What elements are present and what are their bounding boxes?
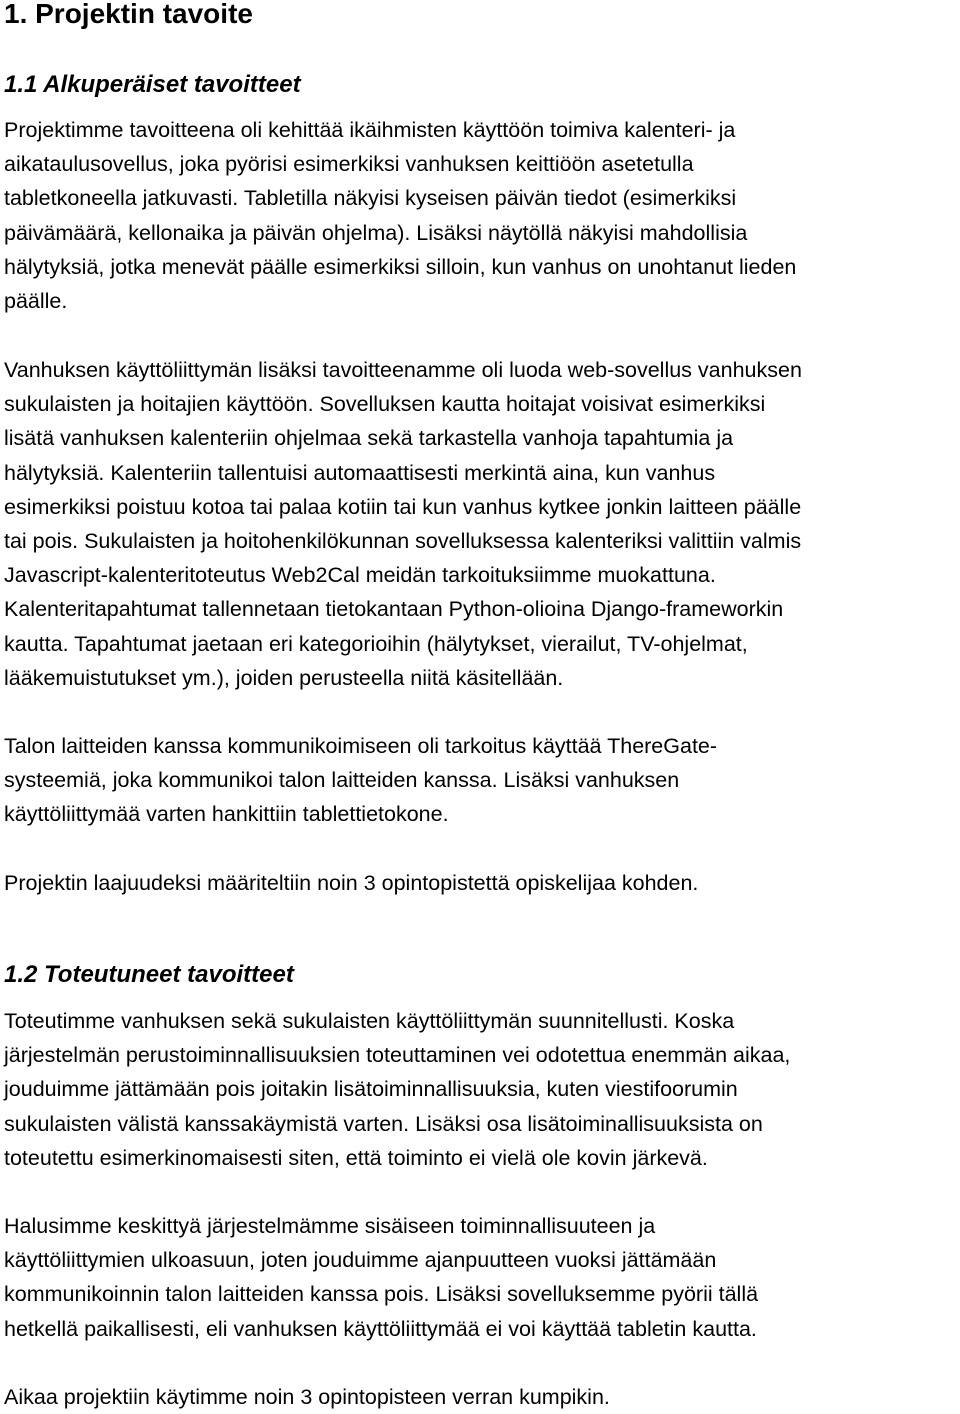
text-line: lisätä vanhuksen kalenteriin ohjelmaa sekä tarkastella vanhoja tapahtumia ja xyxy=(4,426,734,451)
text-line: kommunikoinnin talon laitteiden kanssa pois. Lisäksi sovelluksemme pyörii tällä xyxy=(4,1282,759,1307)
paragraph xyxy=(4,113,956,318)
text-line: hetkellä paikallisesti, eli vanhuksen käyttöliittymää ei voi käyttää tabletin kautta. xyxy=(4,1316,757,1341)
paragraph xyxy=(4,1209,956,1346)
paragraph xyxy=(4,1380,956,1414)
text-line: päälle. xyxy=(4,288,68,313)
text-line: tabletkoneella jatkuvasti. Tabletilla näkyisi kyseisen päivän tiedot (esimerkiksi xyxy=(4,186,737,211)
paragraph xyxy=(4,353,956,695)
text-line: Projektin laajuudeksi määriteltiin noin 3 opintopistettä opiskelijaa kohden. xyxy=(4,871,699,895)
text-line: systeemiä, joka kommunikoi talon laitteiden kanssa. Lisäksi vanhuksen xyxy=(4,768,680,793)
text-line: aikataulusovellus, joka pyörisi esimerkiksi vanhuksen keittiöön asetetulla xyxy=(4,152,694,177)
paragraph xyxy=(4,1004,956,1175)
text-line: sukulaisten välistä kanssakäymistä varten. Lisäksi osa lisätoiminallisuuksista on xyxy=(4,1111,763,1136)
text-line: hälytyksiä, jotka menevät päälle esimerkiksi silloin, kun vanhus on unohtanut lieden xyxy=(4,254,797,279)
section-heading-original-goals: 1.1 Alkuperäiset tavoitteet xyxy=(4,71,301,98)
text-line: Talon laitteiden kanssa kommunikoimiseen oli tarkoitus käyttää ThereGate- xyxy=(4,734,718,758)
text-line: Projektimme tavoitteena oli kehittää ikäihmisten käyttöön toimiva kalenteri- ja xyxy=(4,118,736,142)
text-line: sukulaisten ja hoitajien käyttöön. Sovelluksen kautta hoitajat voisivat esimerkiksi xyxy=(4,392,766,417)
text-line: toteutettu esimerkinomaisesti siten, että toiminto ei vielä ole kovin järkevä. xyxy=(4,1145,708,1170)
paragraph xyxy=(4,866,956,900)
paragraph xyxy=(4,729,956,832)
text-line: Kalenteritapahtumat tallennetaan tietokantaan Python-olioina Django-frameworkin xyxy=(4,597,784,622)
text-line: käyttöliittymien ulkoasuun, joten jouduimme ajanpuutteen vuoksi jättämään xyxy=(4,1248,717,1273)
section-heading-achieved-goals: 1.2 Toteutuneet tavoitteet xyxy=(4,961,294,988)
text-line: päivämäärä, kellonaika ja päivän ohjelma). Lisäksi näytöllä näkyisi mahdollisia xyxy=(4,220,748,245)
text-line: käyttöliittymää varten hankittiin tablettietokone. xyxy=(4,802,449,827)
text-line: esimerkiksi poistuu kotoa tai palaa kotiin tai kun vanhus kytkee jonkin laitteen päälle xyxy=(4,494,802,519)
text-line: Javascript-kalenteritoteutus Web2Cal meidän tarkoituksiimme muokattuna. xyxy=(4,563,716,588)
text-line: lääkemuistutukset ym.), joiden perusteella niitä käsitellään. xyxy=(4,665,564,690)
text-line: Halusimme keskittyä järjestelmämme sisäiseen toiminnallisuuteen ja xyxy=(4,1214,656,1238)
text-line: Toteutimme vanhuksen sekä sukulaisten käyttöliittymän suunnitellusti. Koska xyxy=(4,1009,735,1033)
text-line: hälytyksiä. Kalenteriin tallentuisi automaattisesti merkintä aina, kun vanhus xyxy=(4,460,716,485)
text-line: tai pois. Sukulaisten ja hoitohenkilökunnan sovelluksessa kalenteriksi valittiin valmis xyxy=(4,528,802,553)
text-line: kautta. Tapahtumat jaetaan eri kategorioihin (hälytykset, vierailut, TV-ohjelmat, xyxy=(4,631,748,656)
text-line: jouduimme jättämään pois joitakin lisätoiminnallisuuksia, kuten viestifoorumin xyxy=(4,1077,738,1102)
text-line: Aikaa projektiin käytimme noin 3 opintopisteen verran kumpikin. xyxy=(4,1385,610,1409)
text-line: järjestelmän perustoiminnallisuuksien toteuttaminen vei odotettua enemmän aikaa, xyxy=(4,1043,791,1068)
page-title: 1. Projektin tavoite xyxy=(4,0,253,29)
text-line: Vanhuksen käyttöliittymän lisäksi tavoitteenamme oli luoda web-sovellus vanhuksen xyxy=(4,358,802,382)
